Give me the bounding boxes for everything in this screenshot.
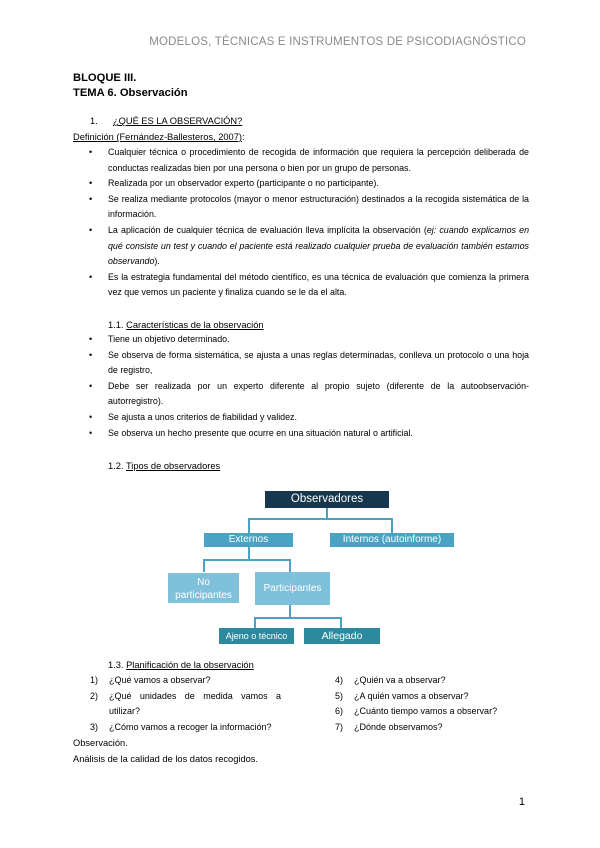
definition-colon: : xyxy=(241,132,245,142)
section1-title: ¿QUÉ ES LA OBSERVACIÓN? xyxy=(112,116,243,126)
participantes-node: Participantes xyxy=(255,572,330,605)
list-item: • Se observa un hecho presente que ocurre en una situación natural o artificial. xyxy=(89,426,529,442)
after-line-2: Análisis de la calidad de los datos recogidos. xyxy=(73,754,259,764)
item-text: ¿Qué vamos a observar? xyxy=(109,675,211,685)
connector xyxy=(248,518,392,520)
list-item: • Se observa de forma sistemática, se ajusta a unas reglas determinadas, conlleva un protocolo o una hoja de registro, xyxy=(89,348,529,379)
definition-line xyxy=(73,130,245,145)
section12-heading xyxy=(108,459,220,474)
item-number: 7) xyxy=(335,721,344,732)
section12-title: Tipos de observadores xyxy=(125,461,221,471)
connector xyxy=(254,617,256,628)
connector xyxy=(340,617,342,628)
running-header: MODELOS, TÉCNICAS E INSTRUMENTOS DE PSICODIAGNÓSTICO xyxy=(149,36,526,48)
section12-number: 1.2. xyxy=(108,461,124,471)
list-item xyxy=(335,689,535,705)
item-text: ¿Cuánto tiempo vamos a observar? xyxy=(354,706,498,716)
list-item xyxy=(90,720,281,736)
bullet3-text: La aplicación de cualquier técnica de evaluación lleva implícita la observación ( xyxy=(108,224,427,235)
item-text: ¿Cómo vamos a recoger la información? xyxy=(109,721,272,732)
item-number: 4) xyxy=(335,675,344,685)
list-item xyxy=(90,673,281,689)
connector xyxy=(391,518,393,533)
list-item xyxy=(335,704,535,720)
section11-title: Características de la observación xyxy=(126,320,264,330)
connector xyxy=(254,617,342,619)
section11-bullets xyxy=(89,332,529,441)
connector xyxy=(203,559,291,561)
block-title: BLOQUE III. xyxy=(73,72,137,84)
section1-number: 1. xyxy=(90,116,98,126)
connector xyxy=(289,559,291,572)
section1-heading xyxy=(90,114,242,129)
list-item: • Debe ser realizada por un experto diferente al propio sujeto (diferente de la autoobservación-autorregistro). xyxy=(89,379,529,410)
after-line-1: Observación. xyxy=(73,738,128,748)
planning-list-left xyxy=(90,673,281,735)
bullet3-end: ). xyxy=(154,256,160,267)
item-text: ¿Quién va a observar? xyxy=(354,675,446,685)
item-number: 2) xyxy=(90,690,99,701)
allegado-node: Allegado xyxy=(304,628,380,644)
list-item: • Realizada por un observador experto (participante o no participante). xyxy=(89,176,529,192)
internos-node: Internos (autoinforme) xyxy=(330,533,454,547)
item-number: 6) xyxy=(335,706,344,716)
definition-label: Definición (Fernández-Ballesteros, 2007) xyxy=(73,132,242,142)
list-item: • Es la estrategia fundamental del método científico, es una técnica de evaluación que comienza la primera vez que vemos un paciente y finaliza cuando se le da el alta. xyxy=(89,270,529,301)
planning-list-right xyxy=(335,673,535,735)
externos-node: Externos xyxy=(204,533,293,547)
list-item xyxy=(89,223,529,270)
section11-heading xyxy=(108,318,264,333)
list-item: • Cualquier técnica o procedimiento de recogida de información que requiera la percepción deliberada de conductas realizadas bien por una persona o bien por un grupo de personas. xyxy=(89,145,529,176)
list-item: • Se realiza mediante protocolos (mayor o menor estructuración) destinados a la recogida sistemática de la información. xyxy=(89,192,529,223)
section13-number: 1.3. xyxy=(108,660,124,670)
list-item xyxy=(335,673,535,689)
item-number: 3) xyxy=(90,721,99,732)
connector xyxy=(203,559,205,572)
page-number: 1 xyxy=(518,796,525,808)
no-participantes-node: No participantes xyxy=(167,572,240,604)
section13-title: Planificación de la observación xyxy=(126,660,254,670)
list-item xyxy=(90,689,281,720)
item-number: 5) xyxy=(335,690,344,701)
section11-number: 1.1. xyxy=(108,320,124,330)
section13-heading xyxy=(108,658,254,673)
observadores-node: Observadores xyxy=(265,491,389,508)
ajeno-tecnico-node: Ajeno o técnico xyxy=(219,628,294,644)
item-text: ¿Qué unidades de medida vamos a utilizar? xyxy=(109,690,281,716)
list-item: • Tiene un objetivo determinado. xyxy=(89,332,529,348)
list-item: • Se ajusta a unos criterios de fiabilidad y validez. xyxy=(89,410,529,426)
list-item xyxy=(335,720,535,736)
topic-title: TEMA 6. Observación xyxy=(73,87,188,99)
bullet3-example: ej: cuando explicamos en qué consiste un test y cuando el paciente está realizado cualquier prueba de evaluación también estamos observando xyxy=(108,224,530,267)
item-text: ¿Dónde observamos? xyxy=(354,721,443,732)
item-number: 1) xyxy=(90,675,99,685)
connector xyxy=(248,518,250,533)
section1-bullets xyxy=(89,145,529,301)
item-text: ¿A quién vamos a observar? xyxy=(354,690,469,701)
